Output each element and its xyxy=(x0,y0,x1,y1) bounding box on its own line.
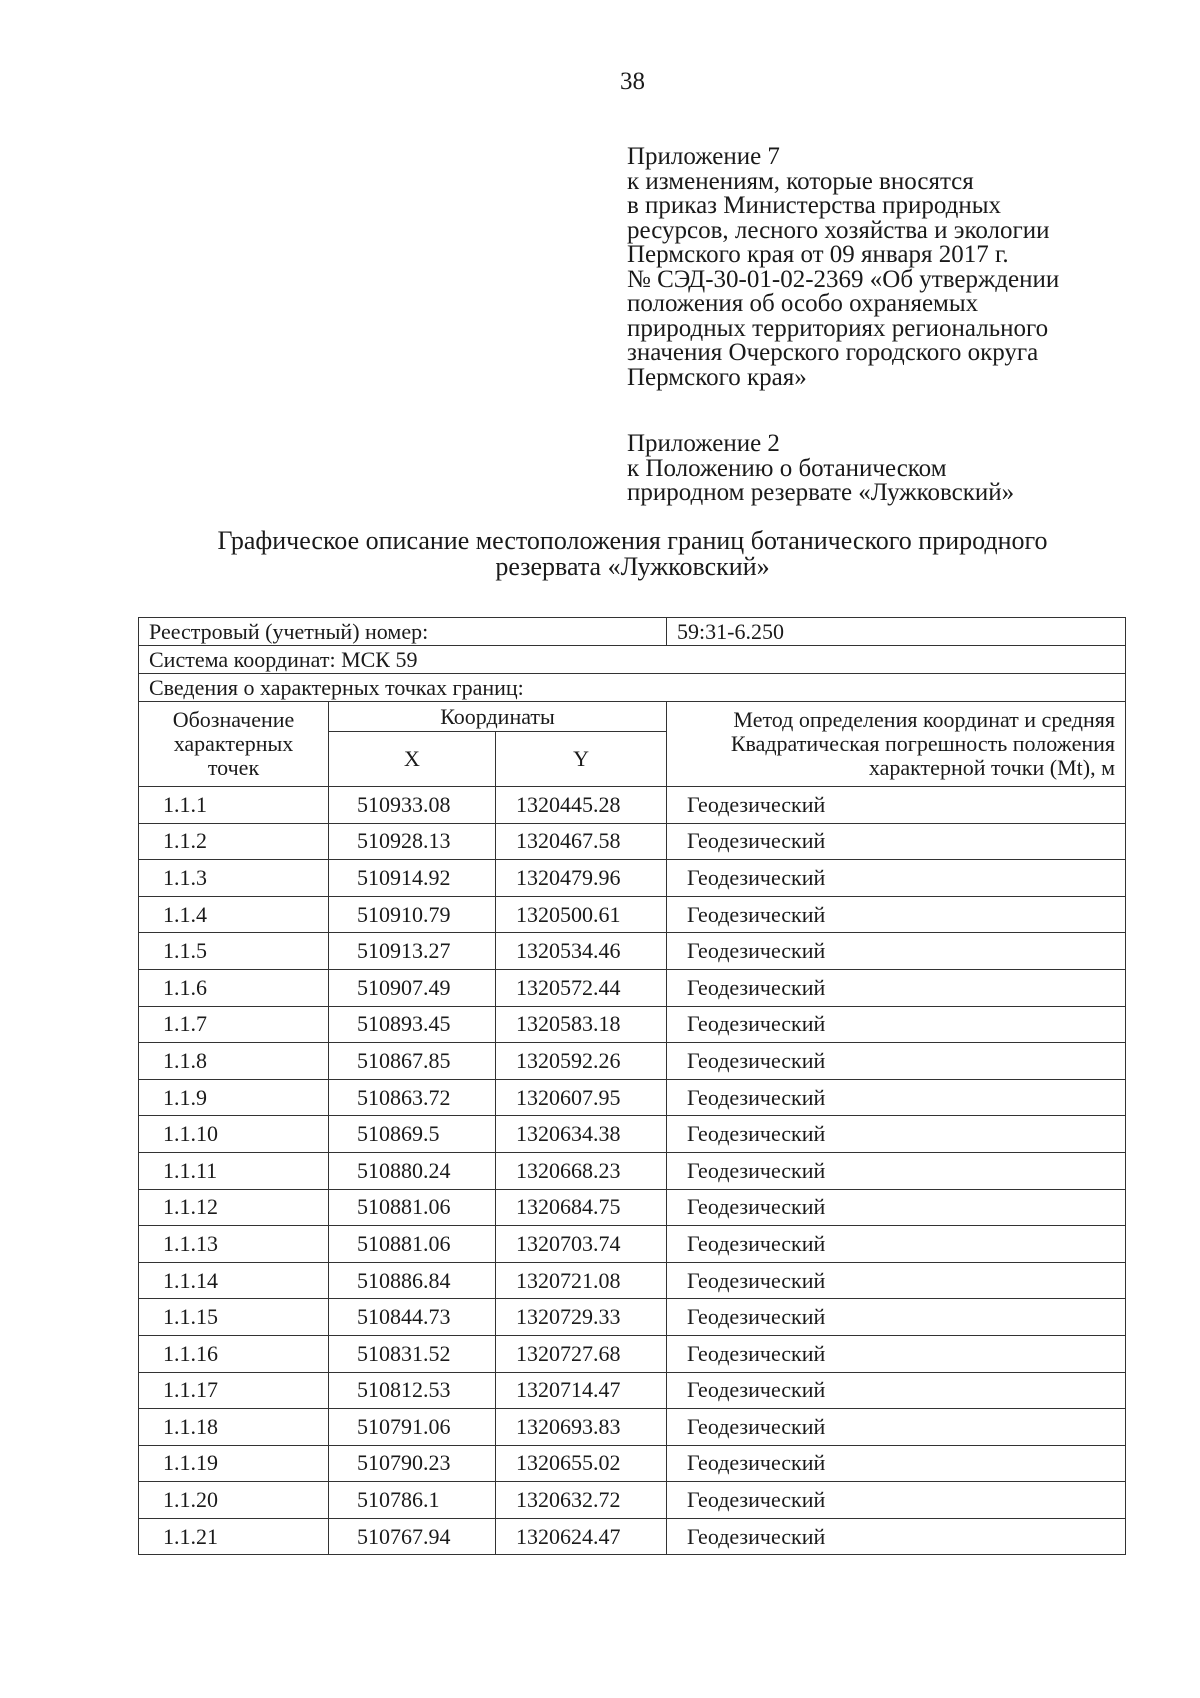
x-coord-cell: 510907.49 xyxy=(329,969,496,1006)
coord-system: Система координат: МСК 59 xyxy=(139,646,1126,674)
x-coord-cell: 510880.24 xyxy=(329,1152,496,1189)
method-cell: Геодезический xyxy=(667,969,1126,1006)
appendix-7-line: положения об особо охраняемых xyxy=(627,290,979,317)
point-id-cell: 1.1.5 xyxy=(139,933,329,970)
x-coord-cell: 510867.85 xyxy=(329,1043,496,1080)
appendix-7-line: природных территориях регионального xyxy=(627,314,1049,342)
x-coord-cell: 510914.92 xyxy=(329,860,496,897)
point-id-cell: 1.1.9 xyxy=(139,1079,329,1116)
point-id-cell: 1.1.8 xyxy=(139,1043,329,1080)
method-cell: Геодезический xyxy=(667,1372,1126,1409)
y-coord-cell: 1320714.47 xyxy=(496,1372,667,1409)
method-cell: Геодезический xyxy=(667,1299,1126,1336)
y-coord-cell: 1320727.68 xyxy=(496,1335,667,1372)
y-coord-cell: 1320583.18 xyxy=(496,1006,667,1043)
y-coord-cell: 1320445.28 xyxy=(496,787,667,824)
method-cell: Геодезический xyxy=(667,787,1126,824)
point-id-cell: 1.1.7 xyxy=(139,1006,329,1043)
point-id-cell: 1.1.11 xyxy=(139,1152,329,1189)
method-cell: Геодезический xyxy=(667,1152,1126,1189)
x-coord-cell: 510790.23 xyxy=(329,1445,496,1482)
header-text: характерной точки (Mt), м xyxy=(868,755,1116,780)
table-row xyxy=(139,1518,1126,1555)
table-row xyxy=(139,1079,1126,1116)
table-row xyxy=(139,860,1126,897)
x-coord-cell: 510786.1 xyxy=(329,1482,496,1519)
method-cell: Геодезический xyxy=(667,1043,1126,1080)
x-coord-cell: 510886.84 xyxy=(329,1262,496,1299)
x-coord-cell: 510812.53 xyxy=(329,1372,496,1409)
table-row xyxy=(139,1006,1126,1043)
table-row xyxy=(139,969,1126,1006)
point-id-cell: 1.1.15 xyxy=(139,1299,329,1336)
y-coord-cell: 1320479.96 xyxy=(496,860,667,897)
x-coord-cell: 510869.5 xyxy=(329,1116,496,1153)
header-point-designation xyxy=(139,702,329,787)
y-coord-cell: 1320703.74 xyxy=(496,1226,667,1263)
table-row xyxy=(139,1445,1126,1482)
method-cell: Геодезический xyxy=(667,1262,1126,1299)
table-row xyxy=(139,1262,1126,1299)
document-title xyxy=(140,528,1125,580)
point-id-cell: 1.1.20 xyxy=(139,1482,329,1519)
point-id-cell: 1.1.18 xyxy=(139,1409,329,1446)
method-cell: Геодезический xyxy=(667,1409,1126,1446)
y-coord-cell: 1320624.47 xyxy=(496,1518,667,1555)
y-coord-cell: 1320729.33 xyxy=(496,1299,667,1336)
table-row xyxy=(139,1116,1126,1153)
appendix-2-line: природном резервате «Лужковский» xyxy=(627,479,1015,506)
method-cell: Геодезический xyxy=(667,1518,1126,1555)
y-coord-cell: 1320655.02 xyxy=(496,1445,667,1482)
table-row xyxy=(139,1335,1126,1372)
y-coord-cell: 1320607.95 xyxy=(496,1079,667,1116)
method-cell: Геодезический xyxy=(667,1189,1126,1226)
header-text: Обозначение xyxy=(172,707,295,732)
x-coord-cell: 510910.79 xyxy=(329,896,496,933)
header-method xyxy=(667,702,1126,787)
header-y: Y xyxy=(496,732,667,787)
x-coord-cell: 510881.06 xyxy=(329,1226,496,1263)
coord-system-row xyxy=(139,646,1126,674)
point-id-cell: 1.1.17 xyxy=(139,1372,329,1409)
x-coord-cell: 510767.94 xyxy=(329,1518,496,1555)
method-cell: Геодезический xyxy=(667,1226,1126,1263)
x-coord-cell: 510831.52 xyxy=(329,1335,496,1372)
appendix-7-line: Пермского края» xyxy=(627,363,807,391)
point-id-cell: 1.1.1 xyxy=(139,787,329,824)
point-id-cell: 1.1.10 xyxy=(139,1116,329,1153)
y-coord-cell: 1320684.75 xyxy=(496,1189,667,1226)
y-coord-cell: 1320500.61 xyxy=(496,896,667,933)
appendix-2-line: к Положению о ботаническом xyxy=(627,454,947,482)
method-cell: Геодезический xyxy=(667,860,1126,897)
table-row xyxy=(139,823,1126,860)
table-row xyxy=(139,1043,1126,1080)
header-coordinates: Координаты xyxy=(329,702,667,732)
table-row xyxy=(139,1152,1126,1189)
table-row xyxy=(139,787,1126,824)
point-id-cell: 1.1.4 xyxy=(139,896,329,933)
method-cell: Геодезический xyxy=(667,1445,1126,1482)
points-info-row xyxy=(139,674,1126,702)
y-coord-cell: 1320572.44 xyxy=(496,969,667,1006)
point-id-cell: 1.1.6 xyxy=(139,969,329,1006)
method-cell: Геодезический xyxy=(667,933,1126,970)
table-row xyxy=(139,1226,1126,1263)
appendix-7-line: к изменениям, которые вносятся xyxy=(627,167,974,195)
header-x: X xyxy=(329,732,496,787)
table-row xyxy=(139,896,1126,933)
x-coord-cell: 510791.06 xyxy=(329,1409,496,1446)
registry-label: Реестровый (учетный) номер: xyxy=(139,618,667,646)
method-cell: Геодезический xyxy=(667,896,1126,933)
registry-row xyxy=(139,618,1126,646)
y-coord-cell: 1320467.58 xyxy=(496,823,667,860)
point-id-cell: 1.1.21 xyxy=(139,1518,329,1555)
x-coord-cell: 510881.06 xyxy=(329,1189,496,1226)
table-row xyxy=(139,1372,1126,1409)
header-text: характерных xyxy=(173,731,294,756)
table-row xyxy=(139,1189,1126,1226)
points-info: Сведения о характерных точках границ: xyxy=(139,674,1126,702)
method-cell: Геодезический xyxy=(667,1335,1126,1372)
x-coord-cell: 510844.73 xyxy=(329,1299,496,1336)
appendix-7-line: значения Очерского городского округа xyxy=(627,339,1039,366)
method-cell: Геодезический xyxy=(667,1006,1126,1043)
header-text: Метод определения координат и средняя xyxy=(733,707,1116,732)
header-text: точек xyxy=(207,755,260,780)
table-row xyxy=(139,1409,1126,1446)
table-row xyxy=(139,1299,1126,1336)
method-cell: Геодезический xyxy=(667,823,1126,860)
appendix-7-block xyxy=(627,145,1059,390)
x-coord-cell: 510928.13 xyxy=(329,823,496,860)
point-id-cell: 1.1.13 xyxy=(139,1226,329,1263)
method-cell: Геодезический xyxy=(667,1079,1126,1116)
document-title-line: Графическое описание местоположения границ ботанического природного xyxy=(217,526,1048,555)
point-id-cell: 1.1.14 xyxy=(139,1262,329,1299)
appendix-7-line: № СЭД-30-01-02-2369 «Об утверждении xyxy=(627,265,1060,293)
header-row-top xyxy=(139,702,1126,732)
x-coord-cell: 510893.45 xyxy=(329,1006,496,1043)
y-coord-cell: 1320592.26 xyxy=(496,1043,667,1080)
y-coord-cell: 1320632.72 xyxy=(496,1482,667,1519)
method-cell: Геодезический xyxy=(667,1116,1126,1153)
point-id-cell: 1.1.19 xyxy=(139,1445,329,1482)
y-coord-cell: 1320721.08 xyxy=(496,1262,667,1299)
point-id-cell: 1.1.12 xyxy=(139,1189,329,1226)
appendix-2-block xyxy=(627,432,1014,506)
x-coord-cell: 510863.72 xyxy=(329,1079,496,1116)
y-coord-cell: 1320534.46 xyxy=(496,933,667,970)
document-title-line: резервата «Лужковский» xyxy=(495,552,770,581)
page-number: 38 xyxy=(620,68,645,95)
coordinates-table xyxy=(138,617,1126,1555)
point-id-cell: 1.1.16 xyxy=(139,1335,329,1372)
appendix-2-line: Приложение 2 xyxy=(627,430,780,457)
appendix-7-line: в приказ Министерства природных xyxy=(627,192,1002,219)
x-coord-cell: 510933.08 xyxy=(329,787,496,824)
point-id-cell: 1.1.3 xyxy=(139,860,329,897)
registry-value: 59:31-6.250 xyxy=(667,618,1126,646)
method-cell: Геодезический xyxy=(667,1482,1126,1519)
appendix-7-line: Пермского края от 09 января 2017 г. xyxy=(627,241,1009,268)
y-coord-cell: 1320693.83 xyxy=(496,1409,667,1446)
appendix-7-line: Приложение 7 xyxy=(627,143,780,170)
x-coord-cell: 510913.27 xyxy=(329,933,496,970)
table-row xyxy=(139,933,1126,970)
header-text: Квадратическая погрешность положения xyxy=(730,731,1116,756)
y-coord-cell: 1320634.38 xyxy=(496,1116,667,1153)
table-row xyxy=(139,1482,1126,1519)
y-coord-cell: 1320668.23 xyxy=(496,1152,667,1189)
appendix-7-line: ресурсов, лесного хозяйства и экологии xyxy=(627,216,1050,244)
point-id-cell: 1.1.2 xyxy=(139,823,329,860)
